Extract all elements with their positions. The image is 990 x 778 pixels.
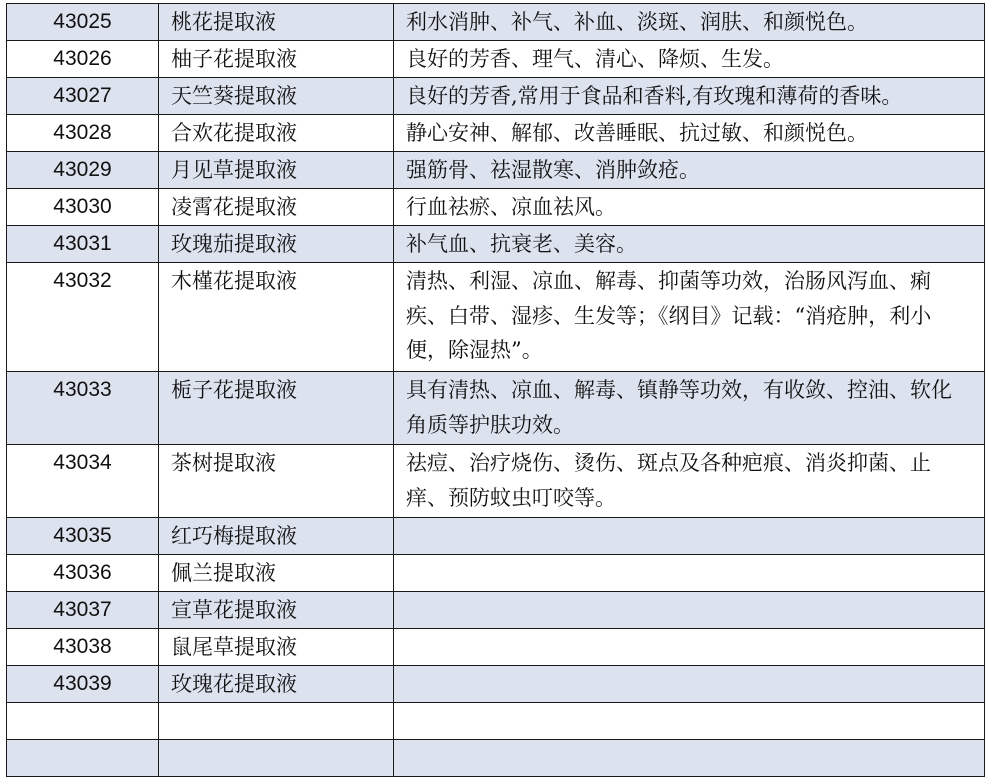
name-cell <box>159 740 394 777</box>
name-cell: 红巧梅提取液 <box>159 518 394 555</box>
name-cell: 木槿花提取液 <box>159 263 394 372</box>
table-row <box>7 445 985 518</box>
table-row <box>7 555 985 592</box>
description-cell: 行血祛瘀、凉血祛风。 <box>394 189 985 226</box>
table-row <box>7 629 985 666</box>
table-row <box>7 518 985 555</box>
description-cell: 静心安神、解郁、改善睡眠、抗过敏、和颜悦色。 <box>394 115 985 152</box>
description-cell <box>394 555 985 592</box>
table-row <box>7 703 985 740</box>
name-cell: 桃花提取液 <box>159 4 394 41</box>
table-row <box>7 115 985 152</box>
name-cell: 柚子花提取液 <box>159 41 394 78</box>
description-cell: 清热、利湿、凉血、解毒、抑菌等功效，治肠风泻血、痢疾、白带、湿疹、生发等；《纲目》记载：“消疮肿，利小便，除湿热”。 <box>394 263 985 372</box>
ingredient-table <box>6 3 985 777</box>
code-cell: 43025 <box>7 4 159 41</box>
name-cell: 玫瑰茄提取液 <box>159 226 394 263</box>
code-cell: 43034 <box>7 445 159 518</box>
table-row <box>7 78 985 115</box>
name-cell: 鼠尾草提取液 <box>159 629 394 666</box>
table-row <box>7 4 985 41</box>
code-cell: 43029 <box>7 152 159 189</box>
name-cell: 玫瑰花提取液 <box>159 666 394 703</box>
name-cell: 天竺葵提取液 <box>159 78 394 115</box>
name-cell: 月见草提取液 <box>159 152 394 189</box>
code-cell: 43037 <box>7 592 159 629</box>
description-cell <box>394 592 985 629</box>
table-row <box>7 592 985 629</box>
description-cell: 良好的芳香,常用于食品和香料,有玫瑰和薄荷的香味。 <box>394 78 985 115</box>
table-row <box>7 41 985 78</box>
name-cell: 凌霄花提取液 <box>159 189 394 226</box>
name-cell: 栀子花提取液 <box>159 372 394 445</box>
description-cell <box>394 518 985 555</box>
table-row <box>7 666 985 703</box>
name-cell <box>159 703 394 740</box>
description-cell <box>394 629 985 666</box>
code-cell: 43035 <box>7 518 159 555</box>
description-cell: 具有清热、凉血、解毒、镇静等功效，有收敛、控油、软化角质等护肤功效。 <box>394 372 985 445</box>
name-cell: 佩兰提取液 <box>159 555 394 592</box>
code-cell: 43033 <box>7 372 159 445</box>
description-cell: 利水消肿、补气、补血、淡斑、润肤、和颜悦色。 <box>394 4 985 41</box>
name-cell: 合欢花提取液 <box>159 115 394 152</box>
code-cell <box>7 703 159 740</box>
description-cell: 良好的芳香、理气、清心、降烦、生发。 <box>394 41 985 78</box>
code-cell: 43031 <box>7 226 159 263</box>
description-cell: 强筋骨、祛湿散寒、消肿敛疮。 <box>394 152 985 189</box>
table-row <box>7 189 985 226</box>
name-cell: 茶树提取液 <box>159 445 394 518</box>
table-row <box>7 740 985 777</box>
description-cell <box>394 740 985 777</box>
description-cell <box>394 666 985 703</box>
code-cell: 43027 <box>7 78 159 115</box>
code-cell: 43026 <box>7 41 159 78</box>
code-cell: 43032 <box>7 263 159 372</box>
table-row <box>7 152 985 189</box>
code-cell: 43028 <box>7 115 159 152</box>
code-cell: 43038 <box>7 629 159 666</box>
description-cell: 祛痘、治疗烧伤、烫伤、斑点及各种疤痕、消炎抑菌、止痒、预防蚊虫叮咬等。 <box>394 445 985 518</box>
table-row <box>7 226 985 263</box>
code-cell: 43030 <box>7 189 159 226</box>
description-cell: 补气血、抗衰老、美容。 <box>394 226 985 263</box>
description-cell <box>394 703 985 740</box>
table-row <box>7 263 985 372</box>
code-cell: 43036 <box>7 555 159 592</box>
code-cell: 43039 <box>7 666 159 703</box>
table-row <box>7 372 985 445</box>
code-cell <box>7 740 159 777</box>
name-cell: 宣草花提取液 <box>159 592 394 629</box>
